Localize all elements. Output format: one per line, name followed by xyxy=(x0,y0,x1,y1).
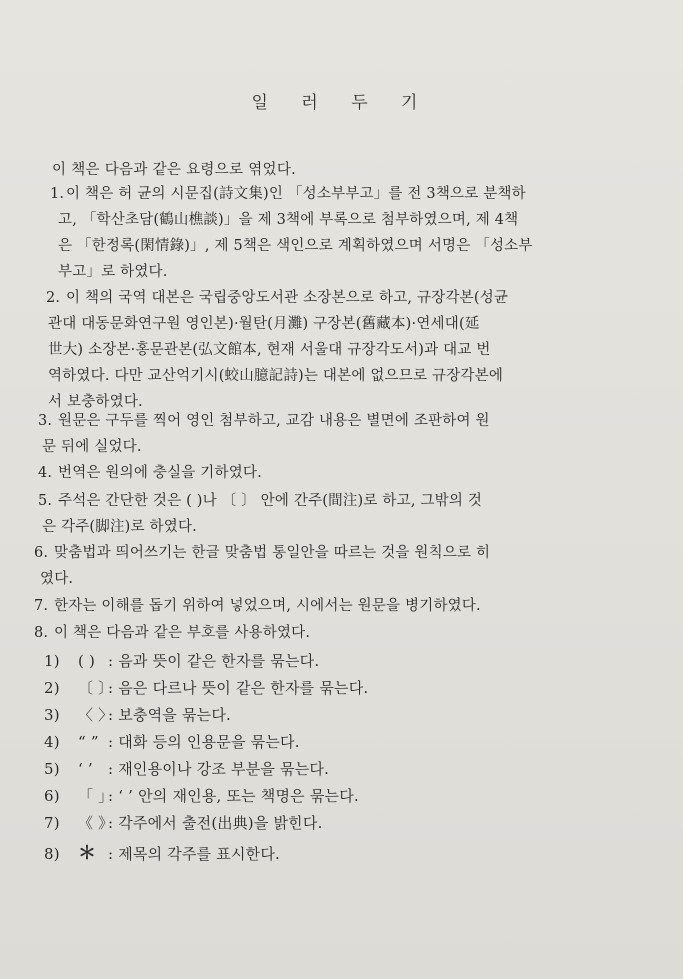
item-number: 7. xyxy=(34,598,49,614)
symbol-mark: “ ” xyxy=(78,733,99,751)
item-line: 맞춤법과 띄어쓰기는 한글 맞춤법 통일안을 따르는 것을 원칙으로 히 xyxy=(54,545,491,561)
item-line: 였다. xyxy=(40,571,74,587)
symbol-mark: 〔 〕 xyxy=(78,679,114,697)
item-line: 이 책은 허 균의 시문집(詩文集)인 「성소부부고」를 전 3책으로 분책하 xyxy=(66,186,526,202)
item-number: 5. xyxy=(38,493,53,509)
item-line: 이 책은 다음과 같은 부호를 사용하였다. xyxy=(54,625,311,641)
symbol-number: 1) xyxy=(44,652,60,670)
item-number: 4. xyxy=(38,465,53,481)
symbol-number: 7) xyxy=(44,814,60,832)
symbol-description: : 보충역을 묶는다. xyxy=(108,706,231,724)
item-number: 1. xyxy=(50,186,65,202)
symbol-description: : 음과 뜻이 같은 한자를 묶는다. xyxy=(108,652,320,670)
symbol-mark: 「 」 xyxy=(78,787,114,805)
symbol-mark: 〈 〉 xyxy=(78,706,114,724)
symbol-item-6 xyxy=(44,785,359,806)
item-line: 서 보충하였다. xyxy=(48,394,143,410)
symbol-number: 5) xyxy=(44,760,60,778)
item-number: 6. xyxy=(34,545,49,561)
item-line: 한자는 이해를 돕기 위하여 넣었으며, 시에서는 원문을 병기하였다. xyxy=(54,598,481,614)
symbol-number: 4) xyxy=(44,733,60,751)
symbol-description: : 재인용이나 강조 부분을 묶는다. xyxy=(108,760,330,778)
symbol-mark: ‘ ’ xyxy=(78,760,93,778)
symbol-description: : 대화 등의 인용문을 묶는다. xyxy=(108,733,300,751)
symbol-number: 6) xyxy=(44,787,60,805)
symbol-item-8 xyxy=(44,839,280,865)
symbol-item-3 xyxy=(44,704,231,725)
symbol-mark: ( ) xyxy=(78,652,96,670)
item-line: 문 뒤에 실었다. xyxy=(42,439,142,455)
list-item-2 xyxy=(34,285,634,415)
list-item-6 xyxy=(34,540,634,592)
item-line: 世大) 소장본·홍문관본(弘文館本, 현재 서울대 규장각도서)과 대교 번 xyxy=(48,342,491,358)
list-item-3 xyxy=(34,408,634,460)
list-item-8 xyxy=(34,620,634,646)
symbol-description: : 제목의 각주를 표시한다. xyxy=(108,845,281,863)
asterisk-icon: ＊ xyxy=(78,843,97,864)
list-item-5 xyxy=(34,488,634,540)
item-number: 8. xyxy=(34,625,49,641)
item-line: 주석은 간단한 것은 ( )나 〔 〕 안에 간주(間注)로 하고, 그밖의 것 xyxy=(58,493,483,509)
item-line: 번역은 원의에 충실을 기하였다. xyxy=(58,465,262,481)
symbol-number: 8) xyxy=(44,845,60,863)
symbol-item-2 xyxy=(44,677,368,698)
symbol-item-5 xyxy=(44,758,329,779)
item-line: 이 책의 국역 대본은 국립중앙도서관 소장본으로 하고, 규장각본(성균 xyxy=(66,290,509,306)
symbol-description: : 각주에서 출전(出典)을 밝힌다. xyxy=(108,814,323,832)
item-line: 은 「한정록(閑情錄)」, 제 5책은 색인으로 계획하였으며 서명은 「성소부 xyxy=(58,238,533,254)
item-line: 역하였다. 다만 교산억기시(蛟山臆記詩)는 대본에 없으므로 규장각본에 xyxy=(48,368,504,384)
symbol-number: 2) xyxy=(44,679,60,697)
item-line: 관대 대동문화연구원 영인본)·월탄(月灘) 구장본(舊藏本)·연세대(延 xyxy=(48,316,480,332)
symbol-item-4 xyxy=(44,731,300,752)
item-line: 부고」로 하였다. xyxy=(58,264,168,280)
page-title: 일 러 두 기 xyxy=(251,93,432,113)
symbol-description: : ‘ ’ 안의 재인용, 또는 책명은 묶는다. xyxy=(108,787,359,805)
intro-text: 이 책은 다음과 같은 요령으로 엮었다. xyxy=(52,162,297,178)
symbol-item-1 xyxy=(44,650,319,671)
symbol-description: : 음은 다르나 뜻이 같은 한자를 묶는다. xyxy=(108,679,369,697)
symbol-mark: 《 》 xyxy=(78,814,114,832)
item-line: 은 각주(脚注)로 하였다. xyxy=(42,519,197,535)
symbol-number: 3) xyxy=(44,706,60,724)
list-item-7 xyxy=(34,593,634,619)
list-item-1 xyxy=(34,181,634,285)
item-line: 원문은 구두를 찍어 영인 첨부하고, 교감 내용은 별면에 조판하여 원 xyxy=(58,413,490,429)
list-item-4 xyxy=(34,460,634,486)
symbol-item-7 xyxy=(44,812,323,833)
item-number: 2. xyxy=(46,290,61,306)
item-line: 고, 「학산초담(鶴山樵談)」을 제 3책에 부록으로 첨부하였으며, 제 4책 xyxy=(58,212,519,228)
item-number: 3. xyxy=(38,413,53,429)
